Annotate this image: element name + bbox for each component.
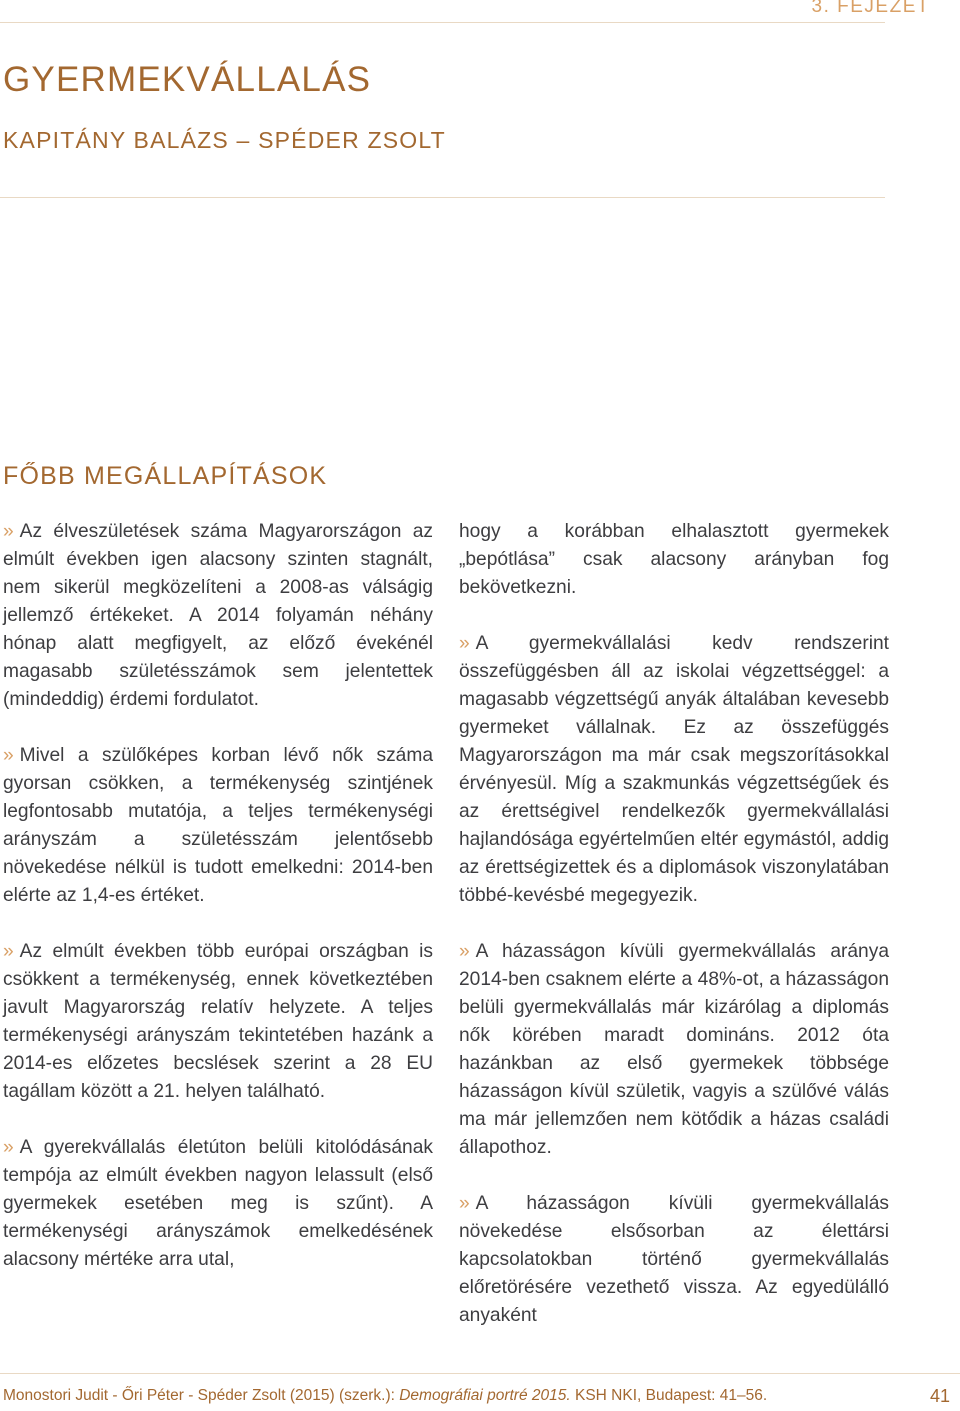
bullet-icon: » — [3, 521, 14, 542]
left-column — [3, 518, 433, 1302]
finding-paragraph: » Az élveszületések száma Magyarországon az elmúlt években igen alacsony szinten stagnált, nem sikerül megközelíteni a 2008-as válságig jellemző értékeket. A 2014 folyamán néhány hónap alatt megfigyelt, az előző évekénél magasabb születésszámok sem jelentettek (mindeddig) érdemi fordulatot. — [3, 521, 433, 710]
bullet-icon: » — [459, 941, 470, 962]
section-title: FŐBB MEGÁLLAPÍTÁSOK — [3, 462, 328, 490]
bullet-icon: » — [3, 745, 14, 766]
header-top-rule — [0, 22, 885, 23]
finding-paragraph: » Az elmúlt években több európai országban is csökkent a termékenység, ennek következtében javult Magyarország relatív helyzete. A teljes termékenységi arányszám tekintetében hazánk a 2014-es előzetes becslések szerint a 28 EU tagállam között a 21. helyen található. — [3, 941, 433, 1102]
finding-paragraph: » A gyerekvállalás életúton belüli kitolódásának tempója az elmúlt években nagyon lelassult (első gyermekek esetében meg is szűnt). A termékenységi arányszámok emelkedésének alacsony mértéke arra utal, — [3, 1137, 433, 1270]
bullet-icon: » — [459, 1193, 470, 1214]
page-number: 41 — [929, 1386, 950, 1406]
chapter-authors: KAPITÁNY BALÁZS – SPÉDER ZSOLT — [3, 127, 446, 153]
bullet-icon: » — [459, 633, 470, 654]
finding-paragraph: » A gyermekvállalási kedv rendszerint összefüggésben áll az iskolai végzettséggel: a magasabb végzettségű anyák általában kevesebb gyermeket vállalnak. Ez az összefüggés Magyarországon ma már csak megszorításokkal érvényesül. Míg a szakmunkás végzettségűek és az érettségivel rendelkezők gyermekvállalási hajlandósága egyértelműen eltér egymástól, addig az érettségizettek és a diplomások viszonylatában többé-kevésbé megegyezik. — [459, 633, 889, 906]
continued-paragraph: hogy a korábban elhalasztott gyermekek „bepótlása” csak alacsony arányban fog bekövetkezni. — [459, 521, 889, 598]
finding-paragraph: » A házasságon kívüli gyermekvállalás növekedése elsősorban az élettársi kapcsolatokban történő gyermekvállalás előretörésére vezethető vissza. Az egyedülálló anyaként — [459, 1193, 889, 1326]
finding-paragraph: » A házasságon kívüli gyermekvállalás aránya 2014-ben csaknem elérte a 48%-ot, a házasságon belüli gyermekvállalás már kizárólag a diplomás nők körében maradt domináns. 2012 óta hazánkban az első gyermekek többsége házasságon kívül születik, vagyis a szülővé válás ma már jellemzően nem kötődik a házas családi állapothoz. — [459, 941, 889, 1158]
bullet-icon: » — [3, 1137, 14, 1158]
citation-title: Demográfiai portré 2015. — [399, 1387, 571, 1404]
chapter-title: GYERMEKVÁLLALÁS — [3, 60, 372, 99]
right-column — [459, 518, 889, 1358]
footer-citation: Monostori Judit - Őri Péter - Spéder Zsolt (2015) (szerk.): Demográfiai portré 2015. KSH NKI, Budapest: 41–56. — [3, 1387, 768, 1404]
bullet-icon: » — [3, 941, 14, 962]
header-bottom-rule — [0, 197, 885, 198]
finding-paragraph: » Mivel a szülőképes korban lévő nők száma gyorsan csökken, a termékenység szintjének legfontosabb mutatója, a teljes termékenységi arányszám a születésszám jelentősebb növekedése nélkül is tudott emelkedni: 2014-ben elérte az 1,4-es értéket. — [3, 745, 433, 906]
chapter-label: 3. FEJEZET — [811, 0, 930, 17]
footer-rule — [0, 1373, 960, 1374]
